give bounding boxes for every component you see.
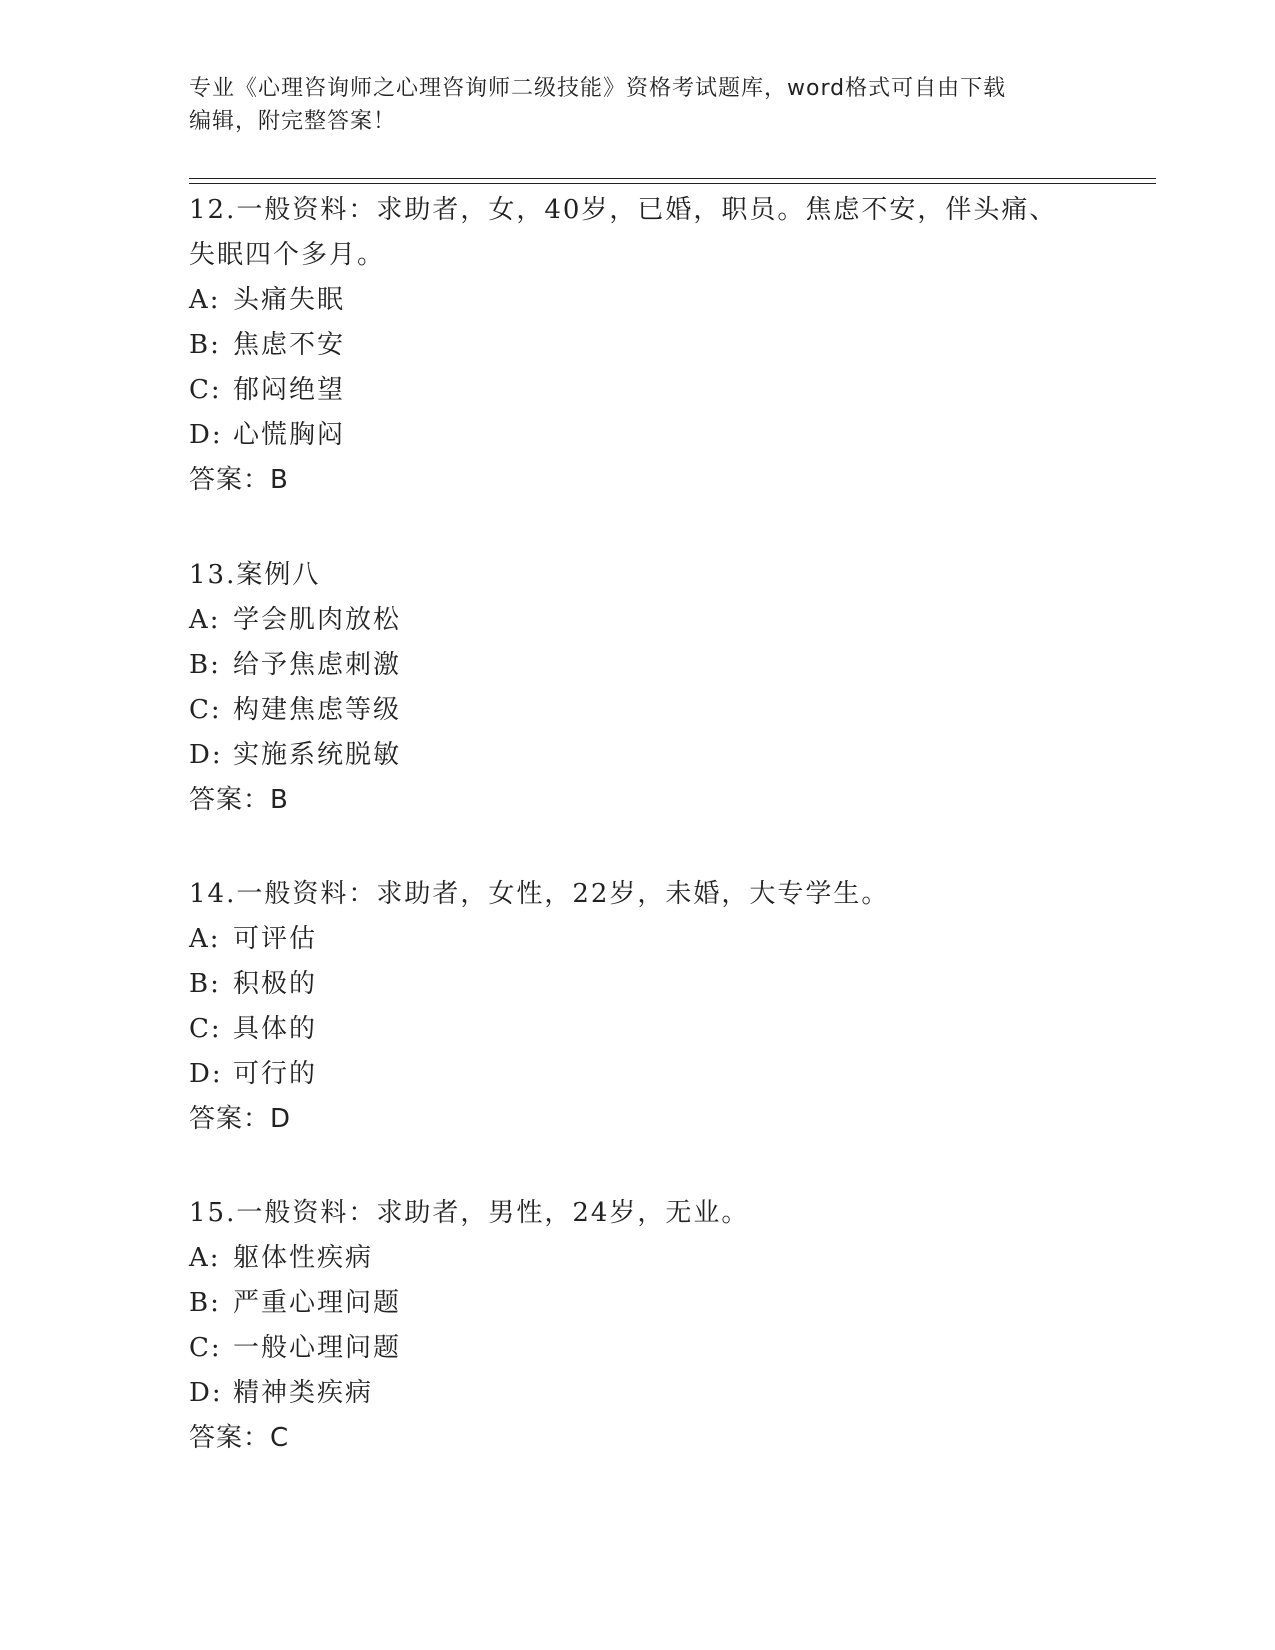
document-header — [189, 72, 1089, 138]
option-b — [189, 643, 1089, 688]
option-label: A: — [189, 285, 221, 315]
answer-line: 答案：D — [189, 1104, 292, 1134]
question-12 — [189, 188, 1089, 503]
option-a — [189, 917, 1089, 962]
option-label: D: — [189, 420, 223, 450]
option-text: 躯体性疾病 — [233, 1243, 374, 1273]
option-label: D: — [189, 1378, 223, 1408]
option-label: C: — [189, 1014, 222, 1044]
option-label: A: — [189, 605, 221, 635]
option-b — [189, 323, 1089, 368]
header-divider-bottom — [189, 183, 1156, 184]
option-text: 一般心理问题 — [233, 1333, 402, 1363]
option-text: 实施系统脱敏 — [233, 740, 402, 770]
option-text: 具体的 — [233, 1014, 318, 1044]
option-text: 可行的 — [233, 1059, 318, 1089]
question-stem-line-1: 13.案例八 — [189, 560, 321, 590]
option-label: A: — [189, 1243, 221, 1273]
question-stem-line-1: 15.一般资料：求助者，男性，24岁，无业。 — [189, 1198, 750, 1228]
option-c — [189, 1326, 1089, 1371]
option-label: C: — [189, 1333, 222, 1363]
option-text: 焦虑不安 — [233, 330, 346, 360]
option-d — [189, 1371, 1089, 1416]
question-13 — [189, 553, 1089, 823]
option-a — [189, 598, 1089, 643]
option-a — [189, 1236, 1089, 1281]
answer-line: 答案：C — [189, 1423, 290, 1453]
question-stem-line-1: 12.一般资料：求助者，女，40岁，已婚，职员。焦虑不安，伴头痛、 — [189, 195, 1058, 225]
option-c — [189, 368, 1089, 413]
option-d — [189, 1052, 1089, 1097]
option-b — [189, 962, 1089, 1007]
option-text: 严重心理问题 — [233, 1288, 402, 1318]
option-label: C: — [189, 375, 222, 405]
option-label: C: — [189, 695, 222, 725]
header-line-1: 专业《心理咨询师之心理咨询师二级技能》资格考试题库，word格式可自由下载 — [189, 76, 1007, 101]
question-stem-line-2: 失眠四个多月。 — [189, 240, 386, 270]
option-text: 积极的 — [233, 969, 318, 999]
option-text: 可评估 — [233, 924, 318, 954]
option-b — [189, 1281, 1089, 1326]
header-line-2: 编辑，附完整答案！ — [189, 109, 397, 134]
answer-line: 答案：B — [189, 785, 289, 815]
header-divider-top — [189, 178, 1156, 179]
option-c — [189, 1007, 1089, 1052]
question-14 — [189, 872, 1089, 1142]
option-text: 郁闷绝望 — [233, 375, 346, 405]
option-d — [189, 413, 1089, 458]
option-label: B: — [189, 1288, 221, 1318]
option-label: B: — [189, 330, 221, 360]
question-15 — [189, 1191, 1089, 1461]
option-d — [189, 733, 1089, 778]
option-c — [189, 688, 1089, 733]
option-text: 构建焦虑等级 — [233, 695, 402, 725]
option-text: 头痛失眠 — [233, 285, 346, 315]
answer-line: 答案：B — [189, 465, 289, 495]
option-text: 精神类疾病 — [233, 1378, 374, 1408]
option-text: 学会肌肉放松 — [233, 605, 402, 635]
option-label: D: — [189, 740, 223, 770]
option-label: B: — [189, 969, 221, 999]
question-stem-line-1: 14.一般资料：求助者，女性，22岁，未婚，大专学生。 — [189, 879, 890, 909]
option-text: 给予焦虑刺激 — [233, 650, 402, 680]
option-label: D: — [189, 1059, 223, 1089]
option-label: B: — [189, 650, 221, 680]
option-text: 心慌胸闷 — [233, 420, 346, 450]
option-a — [189, 278, 1089, 323]
option-label: A: — [189, 924, 221, 954]
